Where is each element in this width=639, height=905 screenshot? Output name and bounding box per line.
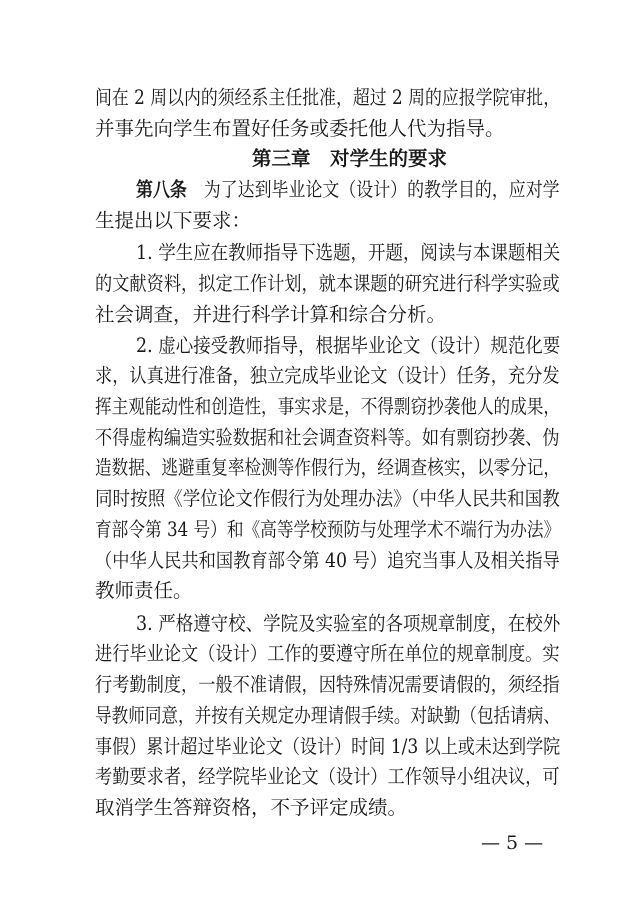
item2-line-2: 求，认真进行准备，独立完成毕业论文（设计）任务，充分发 — [95, 364, 560, 388]
item2-line-1: 2. 虚心接受教师指导，根据毕业论文（设计）规范化要 — [136, 333, 561, 357]
item2-line-7: 育部令第 34 号）和《高等学校预防与处理学术不端行为办法》 — [95, 517, 561, 541]
item3-line-6: 考勤要求者，经学院毕业论文（设计）工作领导小组决议，可 — [95, 765, 560, 789]
intro-line-2: 并事先向学生布置好任务或委托他人代为指导。 — [95, 116, 505, 140]
item3-line-2: 进行毕业论文（设计）工作的要遵守所在单位的规章制度。实 — [95, 642, 560, 666]
item2-line-3: 挥主观能动性和创造性，事实求是，不得剽窃抄袭他人的成果， — [95, 394, 560, 418]
item3-line-4: 导教师同意，并按有关规定办理请假手续。对缺勤（包括请病、 — [95, 703, 560, 727]
item2-line-6: 同时按照《学位论文作假行为处理办法》（中华人民共和国教 — [95, 487, 560, 511]
item3-line-5: 事假）累计超过毕业论文（设计）时间 1/3 以上或未达到学院 — [95, 734, 561, 758]
article-line-2: 生提出以下要求： — [95, 208, 252, 232]
item1-line-3: 社会调查，并进行科学计算和综合分析。 — [95, 302, 447, 326]
item2-line-5: 造数据、逃避重复率检测等作假行为，经调查核实，以零分记， — [95, 456, 560, 480]
item1-line-2: 的文献资料，拟定工作计划，就本课题的研究进行科学实验或 — [95, 272, 560, 296]
chapter-title: 第三章 对学生的要求 — [252, 147, 448, 171]
page-number: — 5 — — [481, 832, 544, 854]
item2-line-9: 教师责任。 — [95, 579, 193, 603]
article-text: 为了达到毕业论文（设计）的教学目的，应对学 — [186, 178, 560, 202]
item2-line-8: （中华人民共和国教育部令第 40 号）追究当事人及相关指导 — [95, 548, 560, 572]
item2-line-4: 不得虚构编造实验数据和社会调查资料等。如有剽窃抄袭、伪 — [95, 425, 560, 449]
article-label: 第八条 — [136, 178, 187, 202]
item3-line-3: 行考勤制度，一般不准请假，因特殊情况需要请假的，须经指 — [95, 673, 560, 697]
item3-line-1: 3. 严格遵守校、学院及实验室的各项规章制度，在校外 — [136, 611, 561, 635]
item1-line-1: 1. 学生应在教师指导下选题，开题，阅读与本课题相关 — [136, 241, 561, 265]
item3-line-7: 取消学生答辩资格，不予评定成绩。 — [95, 796, 408, 819]
intro-line-1: 间在 2 周以内的须经系主任批准，超过 2 周的应报学院审批， — [95, 86, 561, 109]
article-line-1 — [136, 178, 560, 202]
